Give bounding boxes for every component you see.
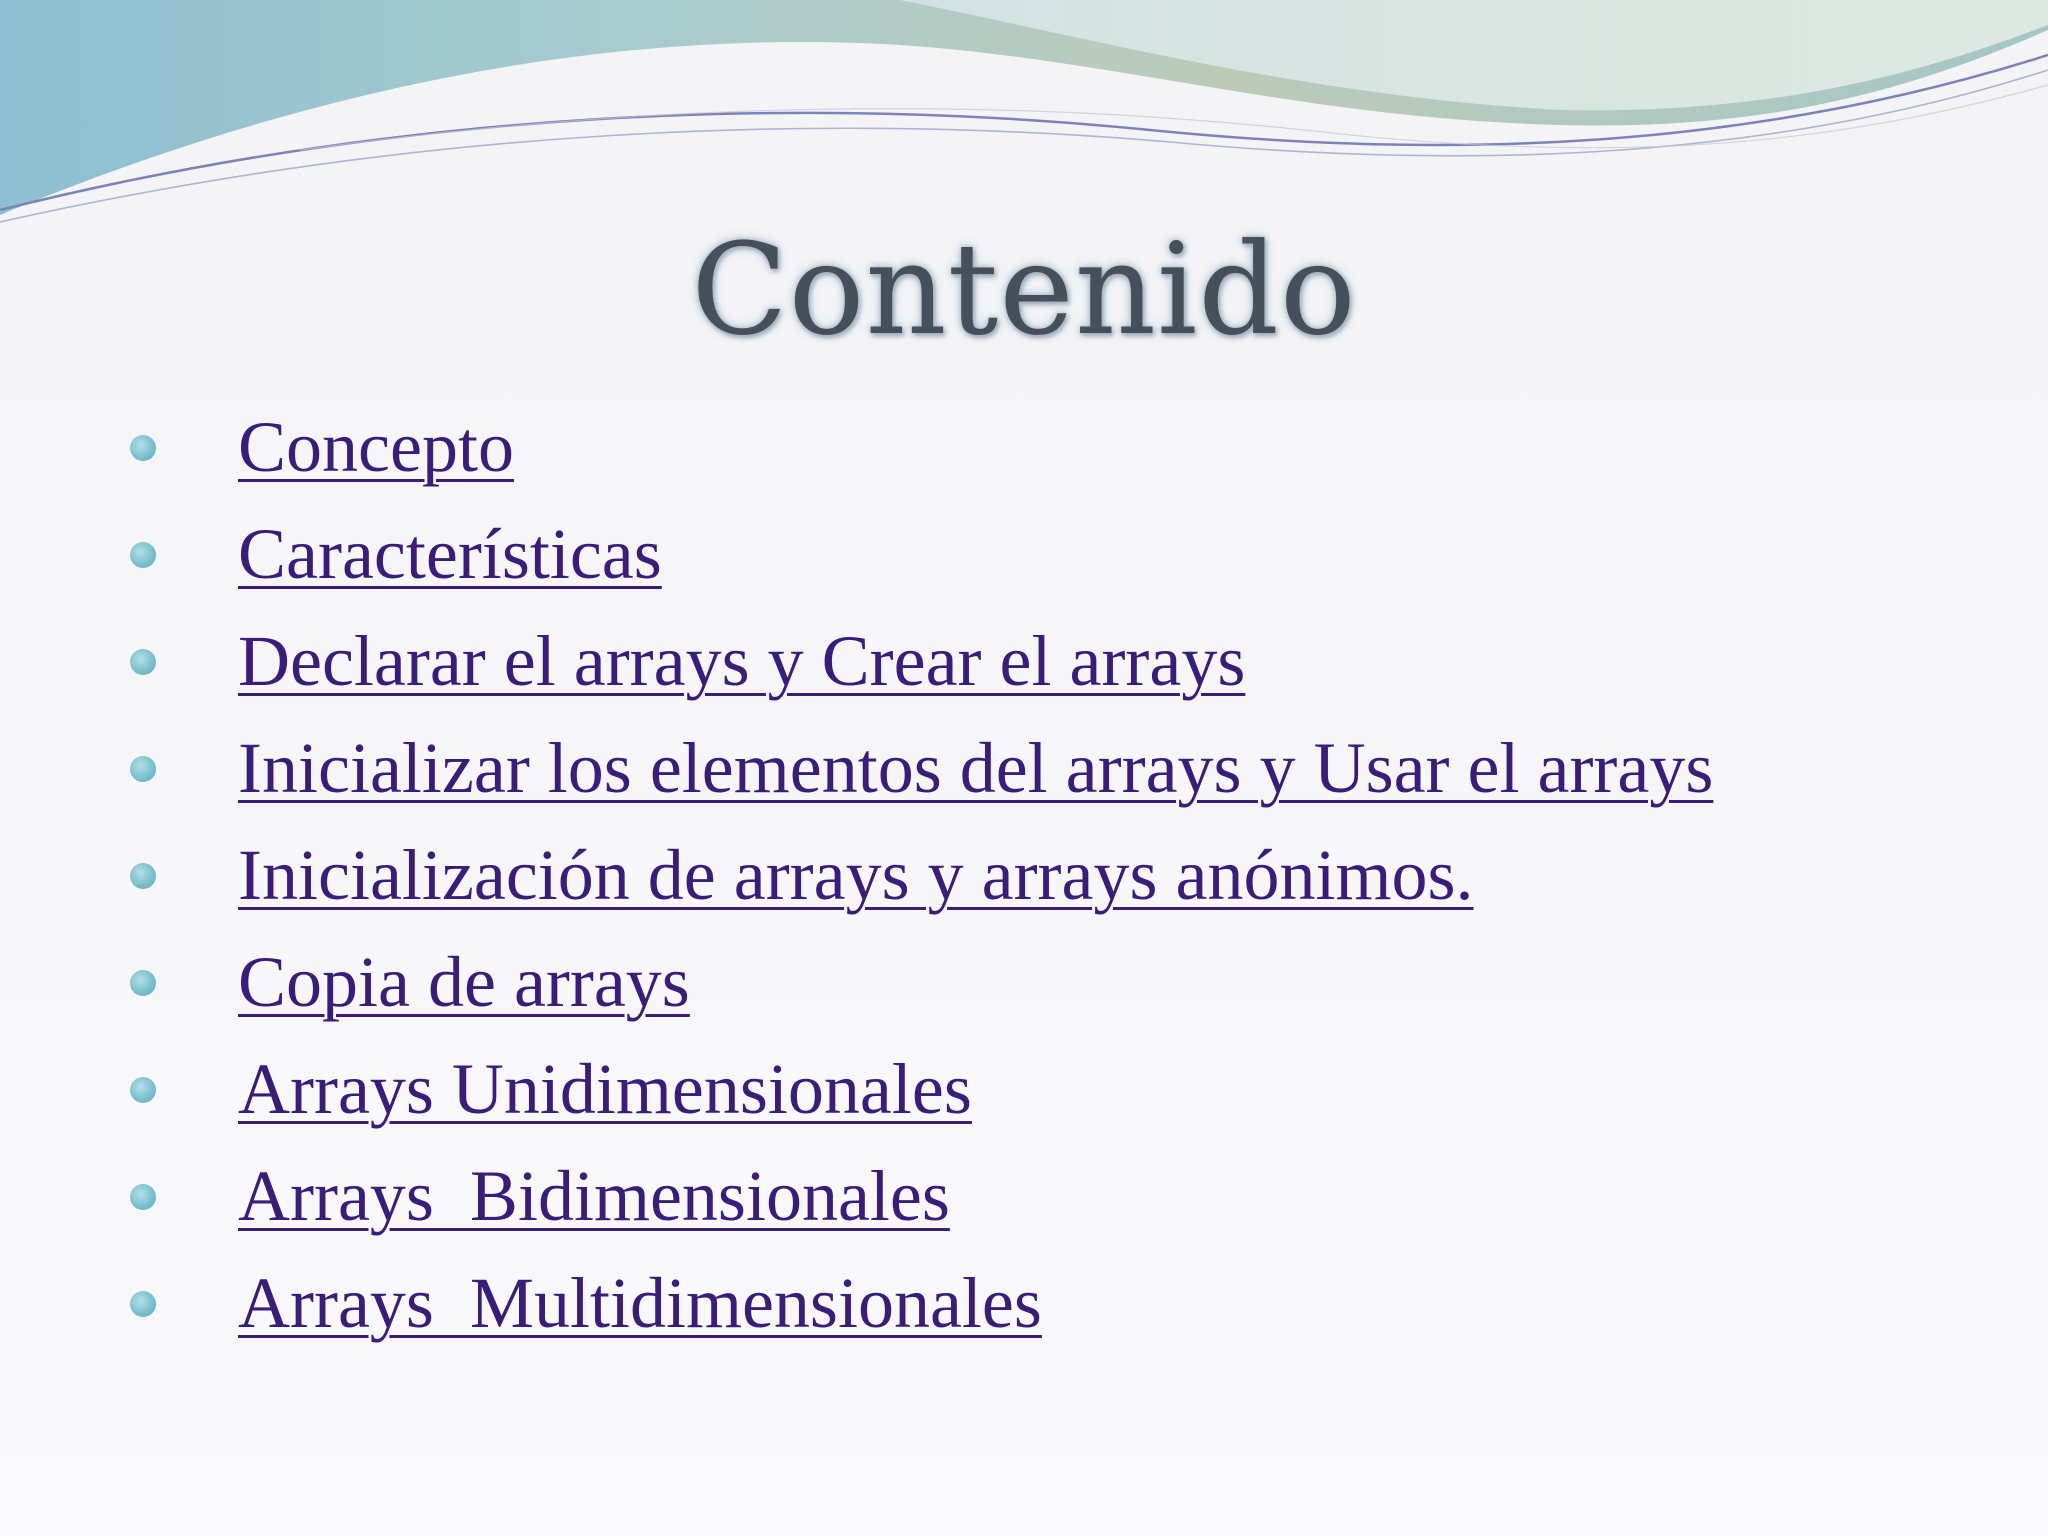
list-item (0, 502, 2048, 609)
link-multidimensionales[interactable]: Arrays Multidimensionales (238, 1263, 1042, 1343)
link-inicializar-usar[interactable]: Inicializar los elementos del arrays y Usar el arrays (238, 728, 1714, 808)
bullet-icon (130, 542, 156, 568)
link-bidimensionales[interactable]: Arrays Bidimensionales (238, 1156, 950, 1236)
bullet-icon (130, 1077, 156, 1103)
link-copia[interactable]: Copia de arrays (238, 942, 690, 1022)
bullet-icon (130, 1291, 156, 1317)
contents-list (0, 395, 2048, 1358)
bullet-icon (130, 970, 156, 996)
bullet-icon (130, 756, 156, 782)
list-item (0, 1251, 2048, 1358)
bullet-icon (130, 435, 156, 461)
list-item (0, 716, 2048, 823)
link-inicializacion-anonimos[interactable]: Inicialización de arrays y arrays anónimos. (238, 835, 1474, 915)
link-caracteristicas[interactable]: Características (238, 514, 662, 594)
list-item (0, 823, 2048, 930)
list-item (0, 395, 2048, 502)
link-unidimensionales[interactable]: Arrays Unidimensionales (238, 1049, 972, 1129)
slide-title: Contenido (691, 216, 1357, 363)
list-item (0, 1144, 2048, 1251)
bullet-icon (130, 863, 156, 889)
list-item (0, 930, 2048, 1037)
list-item (0, 1037, 2048, 1144)
bullet-icon (130, 649, 156, 675)
link-concepto[interactable]: Concepto (238, 407, 514, 487)
link-declarar-crear[interactable]: Declarar el arrays y Crear el arrays (238, 621, 1246, 701)
list-item (0, 609, 2048, 716)
bullet-icon (130, 1184, 156, 1210)
decorative-wave-header (0, 0, 2048, 240)
